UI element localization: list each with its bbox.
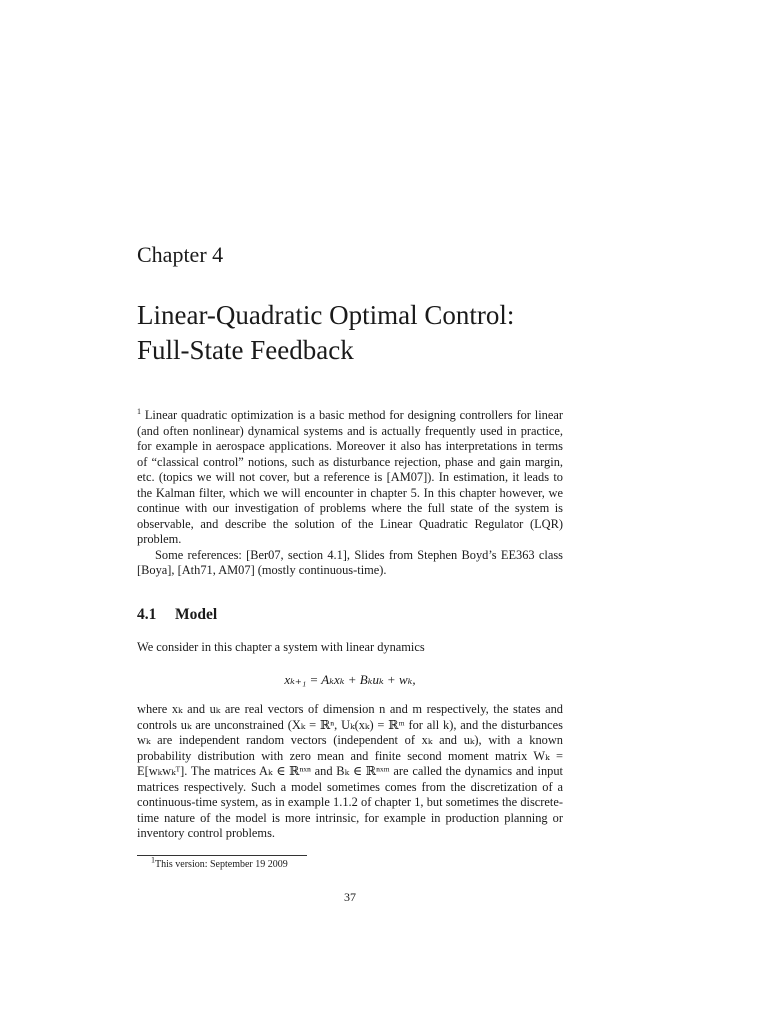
intro-paragraph-1 [137, 408, 563, 548]
footnote-text: This version: September 19 2009 [155, 859, 288, 870]
footnote-divider [137, 855, 307, 856]
body-paragraph: where xₖ and uₖ are real vectors of dimension n and m respectively, the states and controls uₖ are unconstrained (Xₖ = ℝⁿ, Uₖ(xₖ) = ℝᵐ for all k), and the disturbances wₖ are independent random vectors (independent of xₖ and uₖ), with a known probability distribution with zero mean and finite second moment matrix Wₖ = E[wₖwₖᵀ]. The matrices Aₖ ∈ ℝⁿˣⁿ and Bₖ ∈ ℝⁿˣᵐ are called the dynamics and input matrices respectively. Such a model sometimes comes from the discretization of a continuous-time system, as in example 1.1.2 of chapter 1, but sometimes the discrete-time nature of the model is more intrinsic, for example in production planning or inventory control problems. [137, 702, 563, 840]
chapter-title-line-2: Full-State Feedback [137, 335, 354, 365]
dynamics-equation: xₖ₊₁ = Aₖxₖ + Bₖuₖ + wₖ, [284, 672, 416, 687]
chapter-title-line-1: Linear-Quadratic Optimal Control: [137, 300, 515, 330]
chapter-label: Chapter 4 [137, 242, 224, 267]
section-heading [137, 606, 217, 624]
intro-paragraph-2: Some references: [Ber07, section 4.1], Slides from Stephen Boyd’s EE363 class [Boya], [Ath71, AM07] (mostly continuous-time). [137, 547, 563, 577]
footnote [151, 855, 288, 870]
section-number: 4.1 [137, 606, 157, 623]
lead-sentence: We consider in this chapter a system with linear dynamics [137, 640, 425, 654]
chapter-title [137, 298, 577, 368]
section-title: Model [175, 606, 218, 623]
page-number: 37 [344, 890, 356, 904]
intro-text [137, 408, 563, 579]
intro-paragraph-1-text: Linear quadratic optimization is a basic method for designing controllers for linear (and often nonlinear) dynamical systems and is actually frequently used in practice, for example in aerospace applications. Moreover it also has interpretations in terms of “classical control” notions, such as disturbance rejection, phase and gain margin, etc. (topics we will not cover, but a reference is [AM07]). In estimation, it leads to the Kalman filter, which we will encounter in chapter 5. In this chapter however, we continue with our investigation of problems where the full state of the system is observable, and describe the solution of the Linear Quadratic Regulator (LQR) problem. [137, 408, 563, 546]
footnote-number: 1 [151, 855, 155, 865]
footnote-marker: 1 [137, 406, 141, 416]
